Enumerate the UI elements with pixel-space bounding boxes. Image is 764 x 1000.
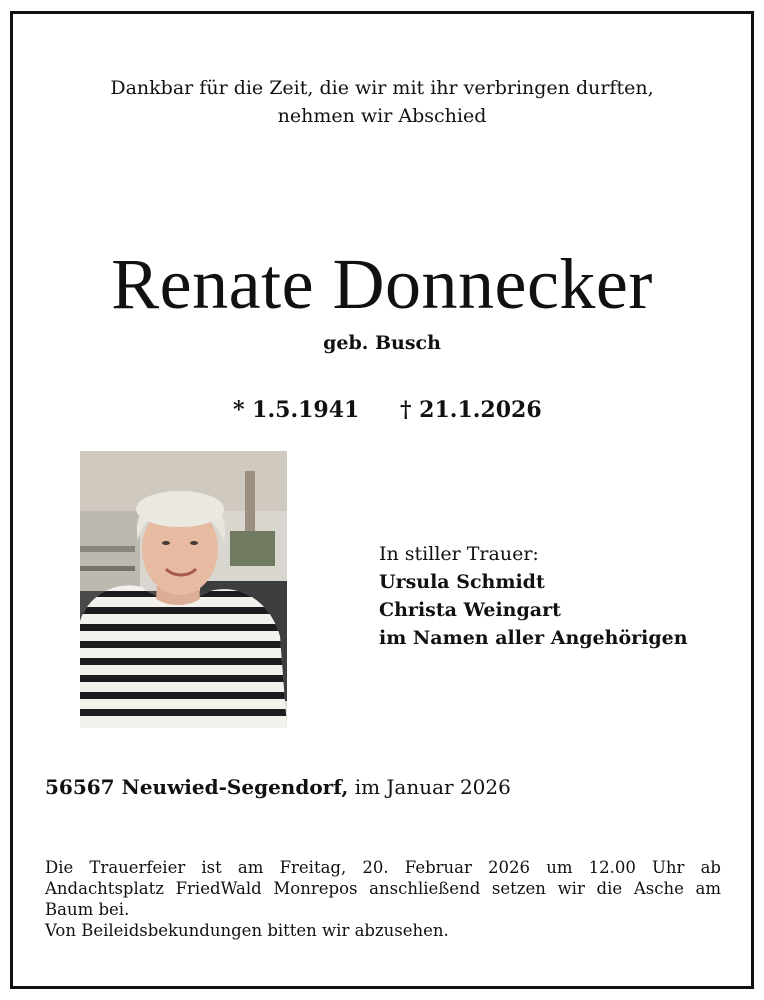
birth-date: * 1.5.1941: [233, 397, 360, 423]
obituary-frame: [10, 11, 754, 989]
mourners-block: [379, 540, 688, 652]
ceremony-notice: [45, 857, 721, 941]
place-date: im Januar 2026: [354, 775, 511, 799]
intro-line-1: Dankbar für die Zeit, die wir mit ihr verbringen durften,: [110, 77, 654, 99]
mourners-label: In stiller Trauer:: [379, 543, 539, 565]
ceremony-text: Die Trauerfeier ist am Freitag, 20. Februar 2026 um 12.00 Uhr ab Andachtsplatz FriedWald Monrepos anschließend setzen wir die Asche am Baum bei.: [45, 858, 721, 919]
mourner-name: Ursula Schmidt: [379, 571, 545, 593]
intro-line-2: nehmen wir Abschied: [277, 105, 487, 127]
condolences-text: Von Beileidsbekundungen bitten wir abzusehen.: [45, 921, 449, 940]
mourner-relatives: im Namen aller Angehörigen: [379, 627, 688, 649]
mourner-name: Christa Weingart: [379, 599, 561, 621]
birth-name: geb. Busch: [323, 332, 441, 354]
place-date-line: [45, 775, 511, 799]
intro-text: [13, 74, 751, 130]
death-date: † 21.1.2026: [400, 397, 542, 423]
deceased-name: Renate Donnecker: [111, 244, 653, 324]
place-town: 56567 Neuwied-Segendorf,: [45, 775, 349, 799]
portrait-photo: [80, 451, 287, 728]
